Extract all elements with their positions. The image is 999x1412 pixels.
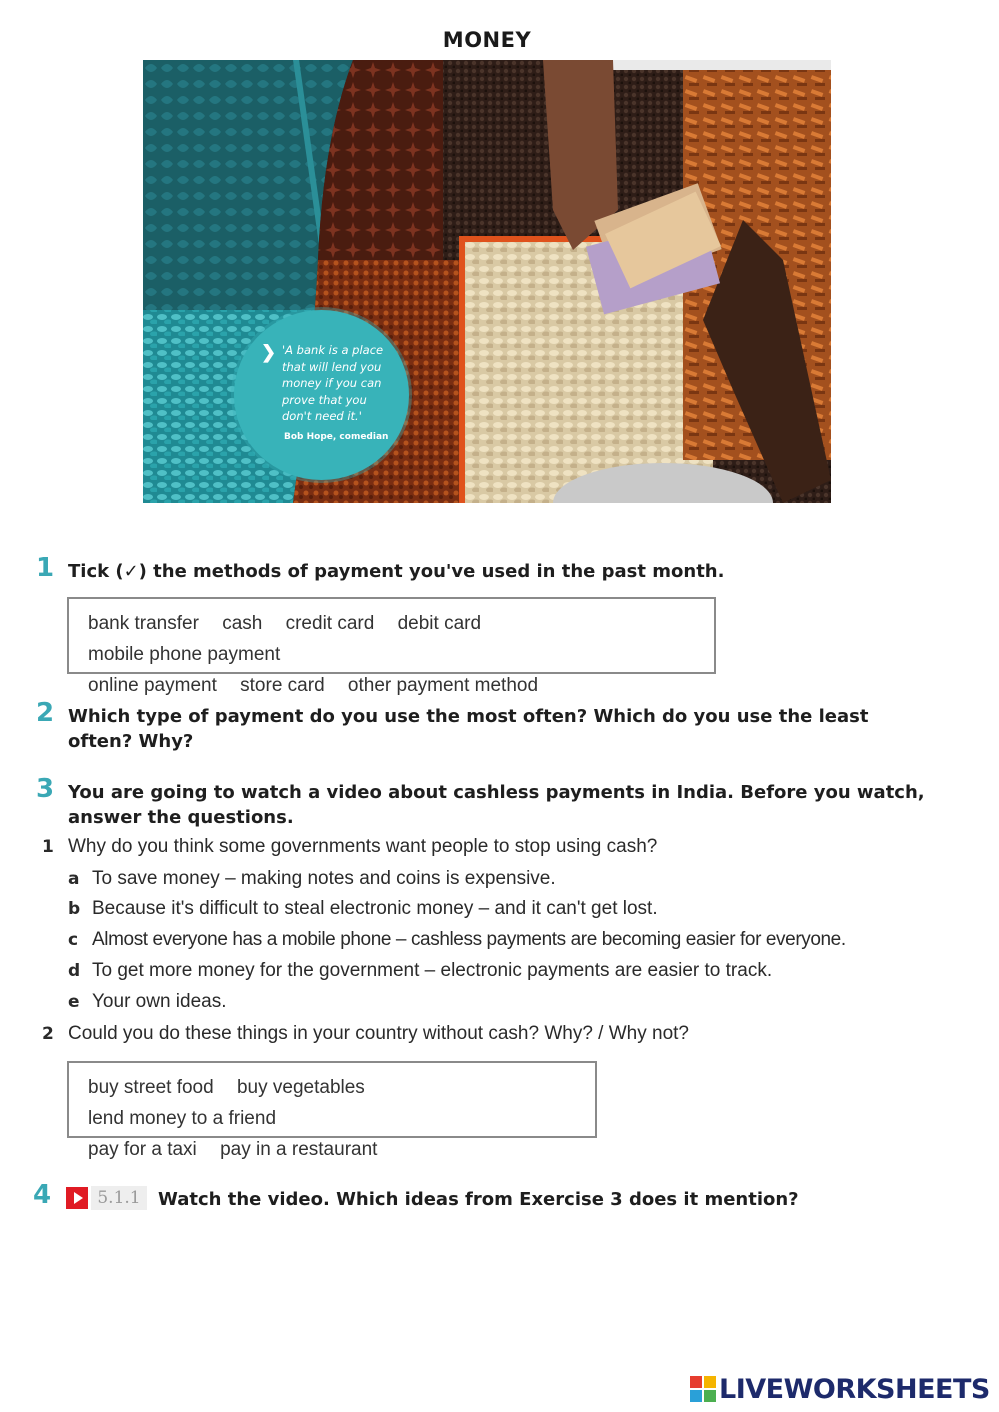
exercise-2-number: 2 — [36, 698, 55, 728]
option-d: d To get more money for the government – electronic payments are easier to track. — [68, 960, 773, 981]
quote-text: 'A bank is a place that will lend you money if you can prove that you don't need it.' — [282, 343, 384, 423]
chevron-right-icon: ❯ — [261, 342, 277, 362]
word-item: debit card — [397, 613, 482, 634]
word-item: store card — [240, 675, 325, 696]
payment-methods-box — [67, 597, 716, 696]
activities-row-2 — [88, 1134, 576, 1165]
option-e: e Your own ideas. — [68, 991, 227, 1012]
activities-row-1 — [88, 1072, 576, 1134]
video-code[interactable]: 5.1.1 — [91, 1186, 147, 1210]
quote-bubble — [234, 310, 409, 480]
question-2: 2 Could you do these things in your country without cash? Why? / Why not? — [42, 1023, 689, 1044]
word-item: lend money to a friend — [88, 1108, 277, 1129]
exercise-4-heading: Watch the video. Which ideas from Exercise 3 does it mention? — [158, 1189, 799, 1210]
question-1: 1 Why do you think some governments want people to stop using cash? — [42, 836, 658, 857]
word-item: buy vegetables — [236, 1077, 365, 1098]
video-play-icon[interactable] — [66, 1187, 88, 1209]
exercise-1-number: 1 — [36, 553, 55, 583]
word-item: other payment method — [347, 675, 539, 696]
word-item: cash — [222, 613, 263, 634]
word-item: bank transfer — [88, 613, 199, 634]
word-item: mobile phone payment — [88, 644, 281, 665]
word-item: pay in a restaurant — [220, 1139, 378, 1160]
exercise-2-heading: Which type of payment do you use the most often? Which do you use the least often? Why? — [68, 706, 869, 752]
option-c: c Almost everyone has a mobile phone – cashless payments are becoming easier for everyone. — [68, 929, 846, 950]
activities-box — [67, 1061, 597, 1160]
word-item: buy street food — [88, 1077, 214, 1098]
quote-author: Bob Hope, comedian — [284, 432, 389, 442]
page-title: MONEY — [442, 28, 532, 52]
word-item: pay for a taxi — [88, 1139, 197, 1160]
option-b: b Because it's difficult to steal electronic money – and it can't get lost. — [68, 898, 658, 919]
word-item: credit card — [285, 613, 375, 634]
exercise-3-number: 3 — [36, 774, 55, 804]
payment-methods-row-1 — [88, 608, 695, 670]
option-a: a To save money – making notes and coins is expensive. — [68, 868, 556, 889]
liveworksheets-logo-icon — [690, 1376, 716, 1402]
word-item: online payment — [88, 675, 217, 696]
brand-name: LIVEWORKSHEETS — [719, 1373, 990, 1405]
liveworksheets-logo[interactable] — [690, 1372, 990, 1406]
exercise-1-heading: Tick (✓) the methods of payment you've used in the past month. — [68, 561, 725, 582]
exercise-3-heading: You are going to watch a video about cashless payments in India. Before you watch, answer the questions. — [68, 782, 925, 828]
payment-methods-row-2 — [88, 670, 695, 701]
exercise-4-number: 4 — [33, 1180, 52, 1210]
